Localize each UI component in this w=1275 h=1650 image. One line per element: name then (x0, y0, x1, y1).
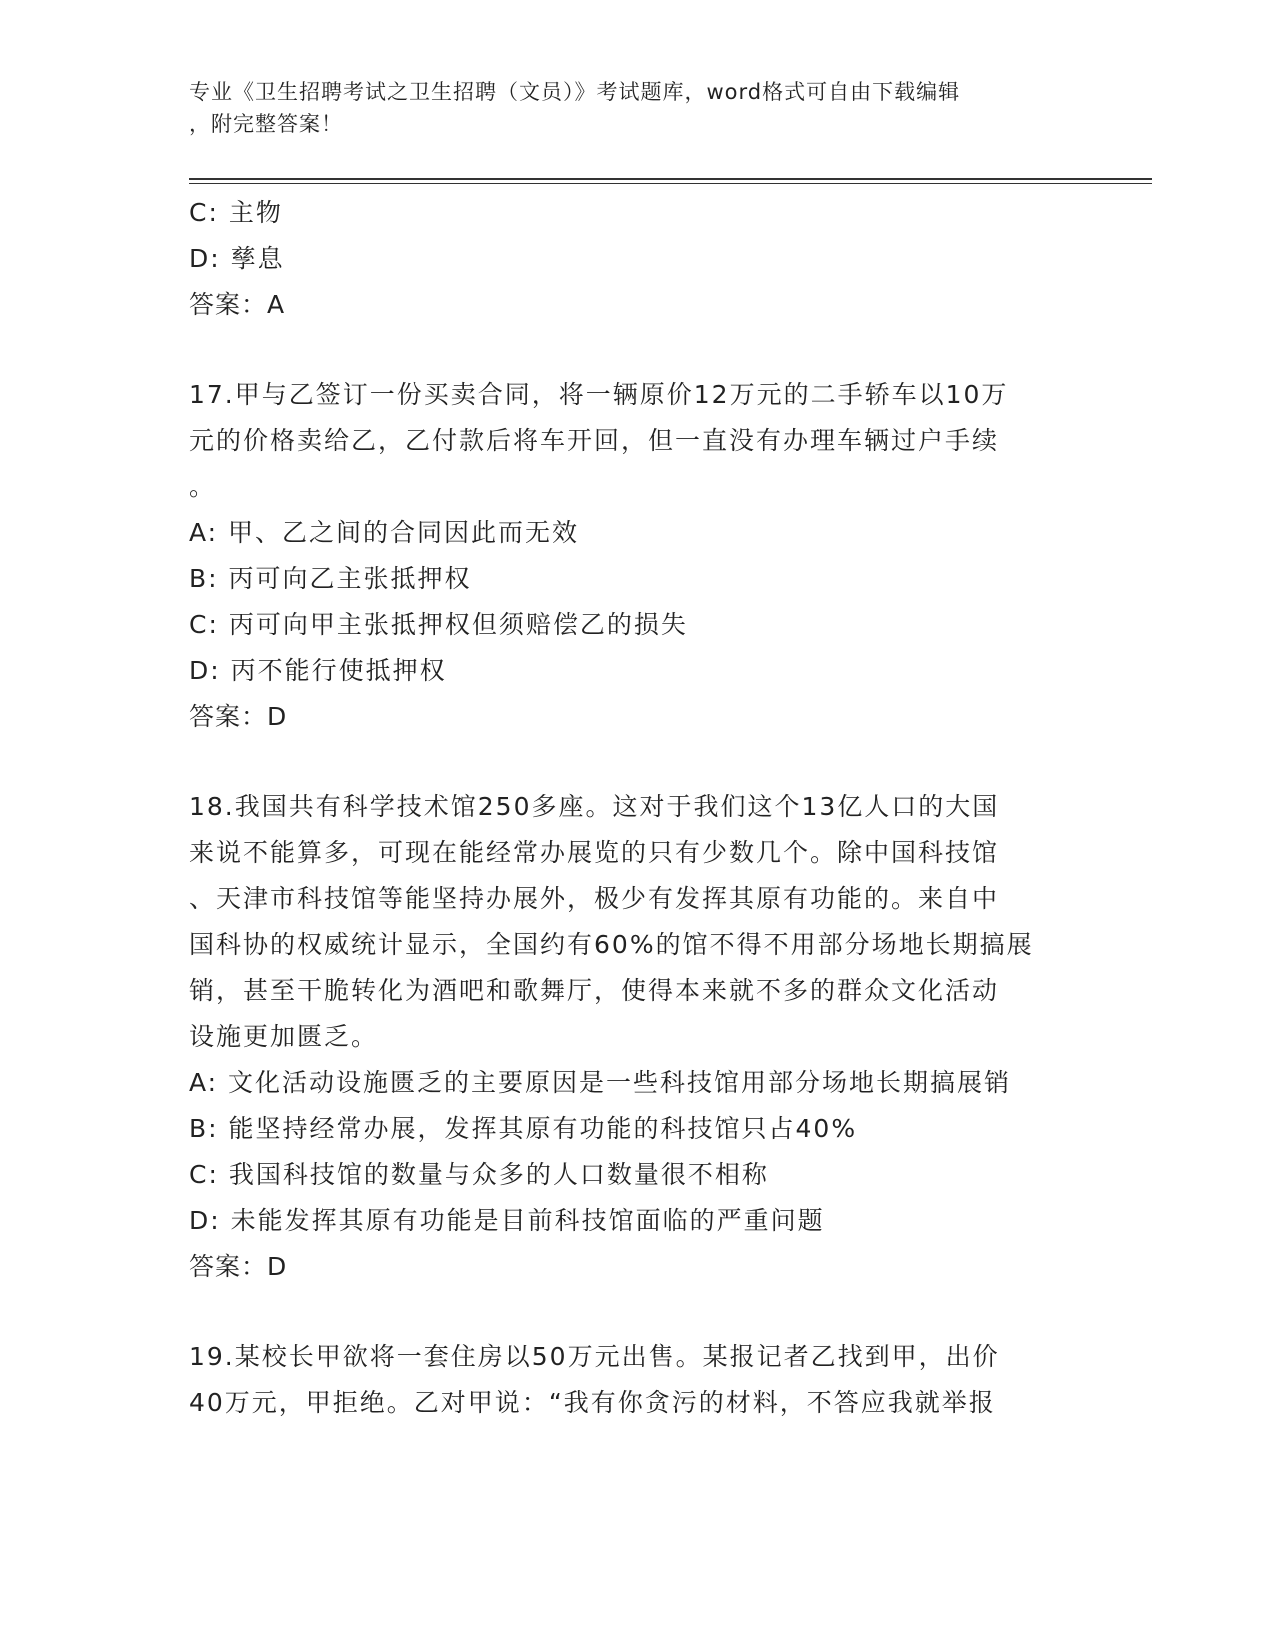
document-header (189, 76, 1069, 140)
header-line-1: 专业《卫生招聘考试之卫生招聘（文员）》考试题库，word格式可自由下载编辑 (189, 80, 961, 104)
header-divider-thin (189, 183, 1152, 184)
question-stem-line: 19.某校长甲欲将一套住房以50万元出售。某报记者乙找到甲，出价 (189, 1342, 1000, 1371)
spacer (189, 740, 1089, 784)
question-stem-line: 40万元，甲拒绝。乙对甲说：“我有你贪污的材料，不答应我就举报 (189, 1388, 996, 1417)
question-stem-line: 来说不能算多，可现在能经常办展览的只有少数几个。除中国科技馆 (189, 838, 1000, 867)
spacer (189, 1290, 1089, 1334)
answer-line: 答案：A (189, 290, 286, 319)
option-a: A: 甲、乙之间的合同因此而无效 (189, 518, 580, 547)
question-stem-line: 17.甲与乙签订一份买卖合同，将一辆原价12万元的二手轿车以10万 (189, 380, 1009, 409)
option-c: C: 主物 (189, 198, 283, 227)
question-stem-line: 18.我国共有科学技术馆250多座。这对于我们这个13亿人口的大国 (189, 792, 1000, 821)
question-17 (189, 372, 1089, 740)
question-content (189, 190, 1089, 1426)
spacer (189, 328, 1089, 372)
header-line-2: ，附完整答案！ (189, 112, 343, 136)
question-stem-line: 、天津市科技馆等能坚持办展外，极少有发挥其原有功能的。来自中 (189, 884, 1000, 913)
option-a: A: 文化活动设施匮乏的主要原因是一些科技馆用部分场地长期搞展销 (189, 1068, 1012, 1097)
option-d: D: 未能发挥其原有功能是目前科技馆面临的严重问题 (189, 1206, 825, 1235)
option-c: C: 我国科技馆的数量与众多的人口数量很不相称 (189, 1160, 769, 1189)
question-stem-line: 元的价格卖给乙，乙付款后将车开回，但一直没有办理车辆过户手续 (189, 426, 1000, 455)
partial-question (189, 190, 1089, 328)
option-b: B: 丙可向乙主张抵押权 (189, 564, 472, 593)
question-stem-line: 销，甚至干脆转化为酒吧和歌舞厅，使得本来就不多的群众文化活动 (189, 976, 1000, 1005)
question-stem-line: 国科协的权威统计显示，全国约有60%的馆不得不用部分场地长期搞展 (189, 930, 1034, 959)
question-stem-line: 设施更加匮乏。 (189, 1022, 379, 1051)
option-b: B: 能坚持经常办展，发挥其原有功能的科技馆只占40% (189, 1114, 858, 1143)
answer-line: 答案：D (189, 1252, 288, 1281)
option-c: C: 丙可向甲主张抵押权但须赔偿乙的损失 (189, 610, 688, 639)
question-18 (189, 784, 1089, 1290)
option-d: D: 孳息 (189, 244, 285, 273)
question-19 (189, 1334, 1089, 1426)
header-divider-thick (189, 178, 1152, 180)
option-d: D: 丙不能行使抵押权 (189, 656, 447, 685)
question-stem-line: 。 (189, 472, 217, 501)
answer-line: 答案：D (189, 702, 288, 731)
